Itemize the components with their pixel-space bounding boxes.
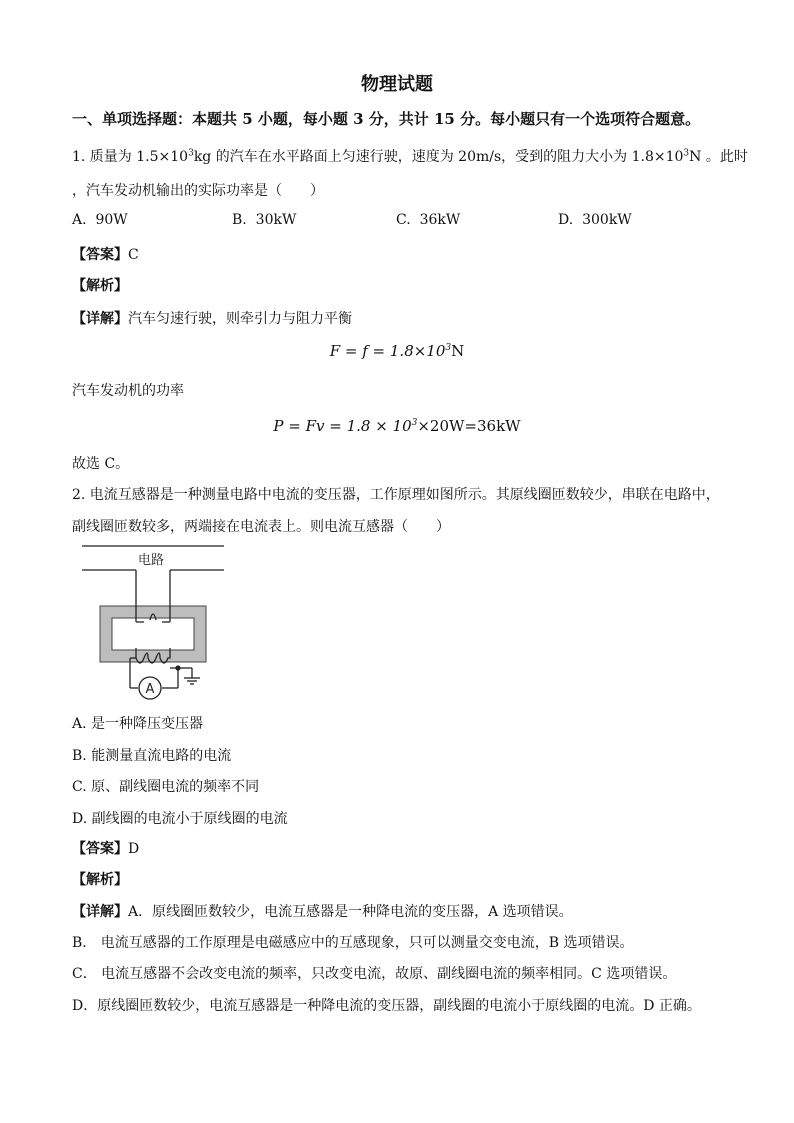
circuit-label: 电路 — [138, 553, 165, 568]
q2-detail-a: 【详解】A．原线圈匝数较少，电流互感器是一种降电流的变压器，A 选项错误。 — [72, 904, 573, 920]
page-title: 物理试题 — [361, 74, 433, 95]
q2-detail-c: C． 电流互感器不会改变电流的频率，只改变电流，故原、副线圈电流的频率相同。C 选项错误。 — [72, 966, 677, 982]
q1-exponent: 3 — [188, 148, 194, 159]
q1-stem-part: 1. 质量为 1.5×10 — [72, 149, 189, 165]
q1-stem-part: N 。此时 — [689, 149, 748, 165]
q1-answer: 【答案】C — [72, 247, 139, 263]
q1-stem-part: kg 的汽车在水平路面上匀速行驶，速度为 20m/s，受到的阻力大小为 1.8×10 — [193, 149, 684, 165]
q2-option-a: A. 是一种降压变压器 — [72, 716, 204, 732]
q2-detail-b: B． 电流互感器的工作原理是电磁感应中的互感现象，只可以测量交变电流，B 选项错误。 — [72, 935, 634, 951]
q2-analysis-tag: 【解析】 — [72, 872, 128, 888]
q1-option-c: C. 36kW — [396, 212, 461, 228]
q2-option-b: B. 能测量直流电路的电流 — [72, 748, 232, 764]
q1-conclusion: 故选 C。 — [72, 456, 130, 472]
q2-answer: 【答案】D — [72, 841, 140, 857]
q1-stem-line1 — [72, 146, 748, 166]
q1-option-a: A. 90W — [72, 212, 128, 228]
q1-option-b: B. 30kW — [232, 212, 297, 228]
q1-exponent: 3 — [683, 148, 690, 159]
q2-stem-line1: 2. 电流互感器是一种测量电路中电流的变压器，工作原理如图所示。其原线圈匝数较少，串联在电路中， — [72, 487, 720, 503]
q2-stem-line2: 副线圈匝数较多，两端接在电流表上。则电流互感器（ ） — [72, 519, 450, 535]
q2-option-d: D. 副线圈的电流小于原线圈的电流 — [72, 811, 288, 827]
q1-equation-force: $F = f = 1.8\times 10^3N$ — [329, 342, 465, 360]
q1-equation-power: $P = Fv = 1.8 \times 10^3\times 20W=36kW$ — [273, 417, 521, 435]
q1-analysis-tag: 【解析】 — [72, 278, 128, 294]
q1-stem-line2: ，汽车发动机输出的实际功率是（ ） — [72, 183, 324, 199]
q1-option-d: D. 300kW — [558, 212, 632, 228]
q2-detail-d: D．原线圈匝数较少，电流互感器是一种降电流的变压器，副线圈的电流小于原线圈的电流。D 正确。 — [72, 998, 701, 1014]
q1-detail: 【详解】汽车匀速行驶，则牵引力与阻力平衡 — [72, 311, 352, 327]
section-heading: 一、单项选择题：本题共 5 小题，每小题 3 分，共计 15 分。每小题只有一个选项符合题意。 — [72, 110, 701, 128]
current-transformer-diagram — [82, 540, 232, 700]
q1-power-text: 汽车发动机的功率 — [72, 383, 184, 399]
ammeter-label: A — [145, 682, 155, 697]
q2-option-c: C. 原、副线圈电流的频率不同 — [72, 779, 260, 795]
